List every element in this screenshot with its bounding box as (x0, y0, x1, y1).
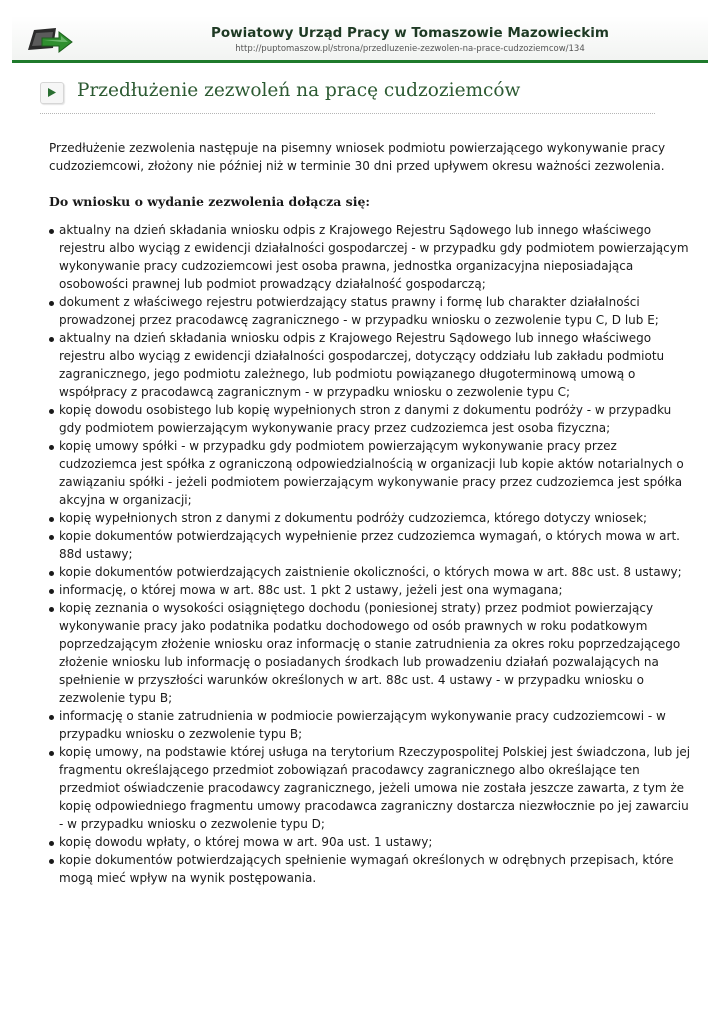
list-item: informację o stanie zatrudnienia w podmiocie powierzającym wykonywanie pracy cudzoziemcowi - w przypadku wniosku o zezwolenie typu B; (49, 707, 694, 743)
site-name: Powiatowy Urząd Pracy w Tomaszowie Mazowieckim (211, 25, 609, 41)
list-item: dokument z właściwego rejestru potwierdzający status prawny i formę lub charakter działalności prowadzonej przez pracodawcę zagranicznego - w przypadku wniosku o zezwolenie typu C, D lub E; (49, 293, 694, 329)
page-url[interactable]: http://puptomaszow.pl/strona/przedluzenie-zezwolen-na-prace-cudzoziemcow/134 (235, 44, 585, 54)
section-heading: Do wniosku o wydanie zezwolenia dołącza się: (49, 194, 371, 209)
list-item: kopię wypełnionych stron z danymi z dokumentu podróży cudzoziemca, którego dotyczy wniosek; (49, 509, 694, 527)
chevron-right-icon (40, 82, 64, 104)
list-item: kopię umowy spółki - w przypadku gdy podmiotem powierzającym wykonywanie pracy przez cudzoziemca jest spółka z ograniczoną odpowiedzialnością w organizacji lub kopie aktów notarialnych o zawiązaniu spółki - jeżeli podmiotem powierzającym wykonywanie pracy przez cudzoziemca jest spółka akcyjna w organizacji; (49, 437, 694, 509)
list-item: aktualny na dzień składania wniosku odpis z Krajowego Rejestru Sądowego lub innego właściwego rejestru albo wyciąg z ewidencji działalności gospodarczej, dotyczący oddziału lub zakładu podmiotu zagranicznego, jego podmiotu zależnego, lub podmiotu powiązanego długoterminową umową o współpracy z pracodawcą zagranicznym - w przypadku wniosku o zezwolenie typu C; (49, 329, 694, 401)
list-item: kopię umowy, na podstawie której usługa na terytorium Rzeczypospolitej Polskiej jest świadczona, lub jej fragmentu określającego przedmiot zobowiązań pracodawcy zagranicznego albo określające ten przedmiot oświadczenie pracodawcy zagranicznego, jeżeli umowa nie została jeszcze zawarta, z tym że kopię odpowiedniego fragmentu umowy pracodawca zagraniczny dostarcza niezwłocznie po jej zawarciu - w przypadku wniosku o zezwolenie typu D; (49, 743, 694, 833)
puptomaszow-logo-icon (26, 24, 74, 54)
page-title: Przedłużenie zezwoleń na pracę cudzoziemców (77, 80, 521, 101)
list-item: kopię dowodu wpłaty, o której mowa w art. 90a ust. 1 ustawy; (49, 833, 694, 851)
list-item: kopię dowodu osobistego lub kopię wypełnionych stron z danymi z dokumentu podróży - w przypadku gdy podmiotem powierzającym wykonywanie pracy przez cudzoziemca jest osoba fizyczna; (49, 401, 694, 437)
title-divider (40, 113, 655, 114)
list-item: kopie dokumentów potwierdzających zaistnienie okoliczności, o których mowa w art. 88c ust. 8 ustawy; (49, 563, 694, 581)
header-divider (12, 60, 708, 63)
requirements-list (49, 221, 694, 887)
list-item: kopie dokumentów potwierdzających spełnienie wymagań określonych w odrębnych przepisach, które mogą mieć wpływ na wynik postępowania. (49, 851, 694, 887)
list-item: aktualny na dzień składania wniosku odpis z Krajowego Rejestru Sądowego lub innego właściwego rejestru albo wyciąg z ewidencji działalności gospodarczej - w przypadku gdy podmiotem powierzającym wykonywanie pracy cudzoziemcowi jest osoba prawna, jednostka organizacyjna nieposiadająca osobowości prawnej lub podmiot prowadzący działalność gospodarczą; (49, 221, 694, 293)
intro-paragraph: Przedłużenie zezwolenia następuje na pisemny wniosek podmiotu powierzającego wykonywanie pracy cudzoziemcowi, złożony nie później niż w terminie 30 dni przed upływem okresu ważności zezwolenia. (49, 141, 666, 173)
list-item: informację, o której mowa w art. 88c ust. 1 pkt 2 ustawy, jeżeli jest ona wymagana; (49, 581, 694, 599)
list-item: kopię zeznania o wysokości osiągniętego dochodu (poniesionej straty) przez podmiot powierzający wykonywanie pracy jako podatnika podatku dochodowego od osób prawnych w roku podatkowym poprzedzającym złożenie wniosku oraz informację o stanie zatrudnienia za okres roku poprzedzającego złożenie wniosku lub informację o posiadanych środkach lub prowadzeniu działań pozwalających na spełnienie w przyszłości warunków określonych w art. 88c ust. 4 ustawy - w przypadku wniosku o zezwolenie typu B; (49, 599, 694, 707)
list-item: kopie dokumentów potwierdzających wypełnienie przez cudzoziemca wymagań, o których mowa w art. 88d ustawy; (49, 527, 694, 563)
